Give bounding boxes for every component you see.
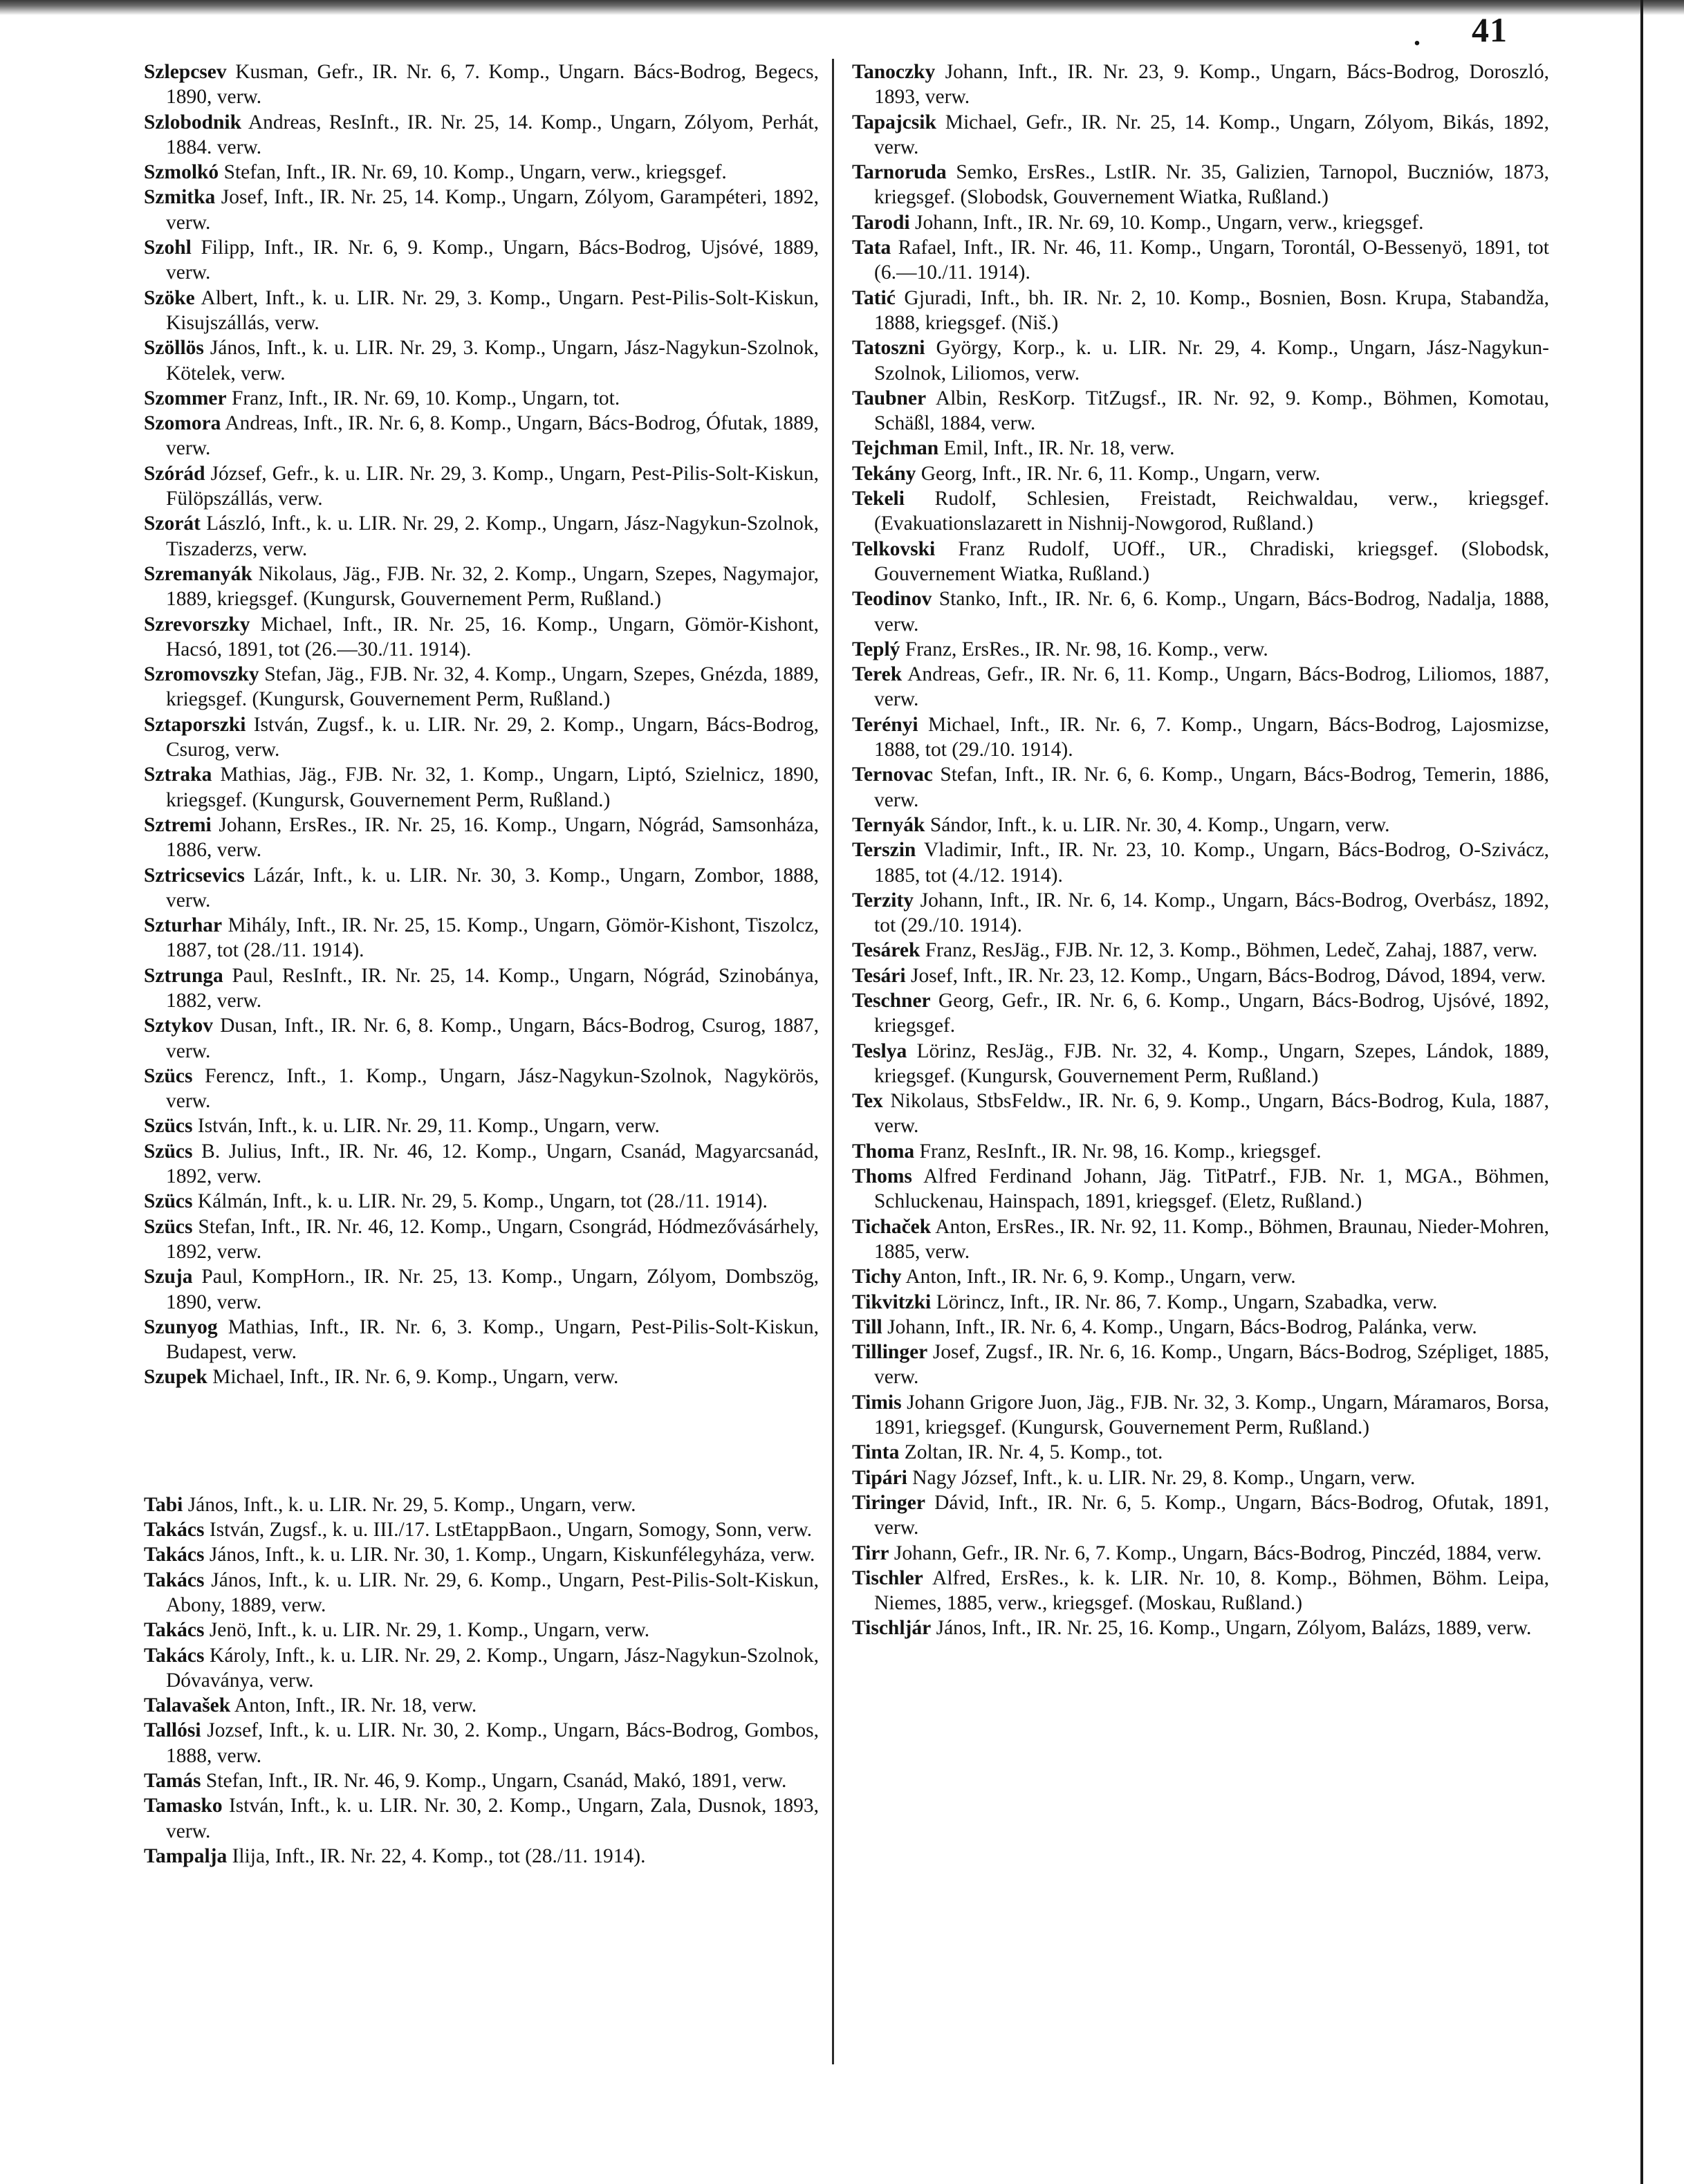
entry-details: Lörinz, ResJäg., FJB. Nr. 32, 4. Komp., Ungarn, Szepes, Lándok, 1889, kriegsgef. (Kungursk, Gouvernement Perm, Rußland.) [874,1039,1550,1087]
entry-details: Johann, Inft., IR. Nr. 6, 4. Komp., Ungarn, Bács-Bodrog, Palánka, verw. [887,1315,1477,1338]
entry-surname: Telkovski [852,537,936,560]
entry-details: Ilija, Inft., IR. Nr. 22, 4. Komp., tot (28./11. 1914). [232,1844,646,1867]
entry-details: Gjuradi, Inft., bh. IR. Nr. 2, 10. Komp., Bosnien, Bosn. Krupa, Stabandža, 1888, kriegsgef. (Niš.) [874,286,1550,334]
entry-details: Georg, Gefr., IR. Nr. 6, 6. Komp., Ungarn, Bács-Bodrog, Ujsóvé, 1892, kriegsgef. [874,989,1549,1037]
entry-surname: Szommer [144,387,227,409]
entry-surname: Takács [144,1644,205,1667]
entry-surname: Szücs [144,1064,193,1087]
entry-surname: Szrevorszky [144,613,250,636]
entry [144,1139,819,1190]
entry [144,461,819,512]
entry [852,938,1549,963]
entry-surname: Szöllös [144,337,204,360]
entry-surname: Tekeli [852,488,905,510]
entry [852,1089,1549,1139]
entry-surname: Szücs [144,1115,193,1138]
entry-surname: Terszin [852,839,916,862]
entry-surname: Sztykov [144,1015,213,1037]
entry [852,436,1549,461]
entry-details: Franz, ErsRes., IR. Nr. 98, 16. Komp., verw. [905,638,1268,660]
entry-surname: Teplý [852,638,900,660]
entry-surname: Tinta [852,1441,900,1464]
entry [852,537,1549,587]
entry-surname: Tipári [852,1466,907,1489]
entry-details: Johann, ErsRes., IR. Nr. 25, 16. Komp., Ungarn, Nógrád, Samsonháza, 1886, verw. [166,813,820,862]
entry-surname: Tichaček [852,1215,932,1238]
entry [144,1693,819,1718]
column-divider [832,59,834,2064]
entry-surname: Thoms [852,1165,912,1188]
entry-details: Nagy József, Inft., k. u. LIR. Nr. 29, 8. Komp., Ungarn, verw. [912,1466,1416,1489]
entry [144,1793,819,1844]
entry-details: Rafael, Inft., IR. Nr. 46, 11. Komp., Ungarn, Torontál, O-Bessenyö, 1891, tot (6.—10./11. 1914). [874,237,1550,284]
entry-details: Stefan, Inft., IR. Nr. 46, 12. Komp., Ungarn, Csongrád, Hódmezővásárhely, 1892, verw. [166,1215,819,1263]
entry [144,1542,819,1567]
entry [144,1013,819,1064]
entry-surname: Szromovszky [144,663,259,686]
entry [144,185,819,235]
entry-details: B. Julius, Inft., IR. Nr. 46, 12. Komp., Ungarn, Csanád, Magyarcsanád, 1892, verw. [166,1140,819,1188]
entry-surname: Tesári [852,964,906,987]
entry [852,1315,1549,1340]
entry [144,662,819,712]
entry [852,59,1549,110]
entry [852,1290,1549,1315]
entry [852,888,1549,938]
entry-details: Stefan, Jäg., FJB. Nr. 32, 4. Komp., Ungarn, Szepes, Gnézda, 1889, kriegsgef. (Kungursk, Gouvernement Perm, Rußland.) [166,663,819,711]
entry-surname: Sztricsevics [144,864,245,887]
entry [852,1214,1549,1265]
entry [852,386,1549,436]
entry-details: István, Inft., k. u. LIR. Nr. 29, 11. Komp., Ungarn, verw. [197,1115,660,1138]
entry [852,1465,1549,1490]
entry-details: Mathias, Inft., IR. Nr. 6, 3. Komp., Ungarn, Pest-Pilis-Solt-Kiskun, Budapest, verw. [166,1315,820,1364]
entry-surname: Tischler [852,1566,923,1589]
entry-surname: Tichy [852,1266,902,1288]
entry-surname: Terek [852,663,903,686]
entry-surname: Tarnoruda [852,161,947,184]
entry-details: János, Inft., k. u. LIR. Nr. 29, 3. Komp., Ungarn, Jász-Nagykun-Szolnok, Kötelek, verw. [166,337,819,385]
entry [852,1139,1549,1164]
entry-details: Andreas, ResInft., IR. Nr. 25, 14. Komp., Ungarn, Zólyom, Perhát, 1884. verw. [166,111,820,158]
entry-surname: Takács [144,1568,205,1591]
entry [144,386,819,411]
entry-details: Johann, Gefr., IR. Nr. 6, 7. Komp., Ungarn, Bács-Bodrog, Pinczéd, 1884, verw. [894,1542,1542,1564]
entry-surname: Tekány [852,462,916,485]
entry [852,712,1549,763]
entry-details: Ferencz, Inft., 1. Komp., Ungarn, Jász-Nagykun-Szolnok, Nagykörös, verw. [166,1064,819,1113]
entry-details: Franz, ResInft., IR. Nr. 98, 16. Komp., kriegsgef. [919,1140,1322,1163]
entry-surname: Tatoszni [852,337,925,360]
entry [144,1517,819,1542]
entry-surname: Teschner [852,989,931,1012]
entry-details: Andreas, Inft., IR. Nr. 6, 8. Komp., Ungarn, Bács-Bodrog, Ófutak, 1889, verw. [166,412,819,460]
entry-details: Mihály, Inft., IR. Nr. 25, 15. Komp., Ungarn, Gömör-Kishont, Tiszolcz, 1887, tot (28./11. 1914). [166,914,820,962]
entry [144,1113,819,1138]
entries-t-section [144,1492,819,1869]
entry-surname: Takács [144,1619,205,1642]
entry-surname: Tanoczky [852,61,936,83]
entry-details: István, Zugsf., k. u. III./17. LstEtappBaon., Ungarn, Somogy, Sonn, verw. [209,1519,813,1542]
entry-surname: Tillinger [852,1341,928,1364]
entry-details: Josef, Zugsf., IR. Nr. 6, 16. Komp., Ungarn, Bács-Bodrog, Szépliget, 1885, verw. [874,1341,1549,1389]
entry-details: János, Inft., k. u. LIR. Nr. 29, 5. Komp., Ungarn, verw. [187,1493,636,1516]
entry [144,712,819,763]
entry-details: Rudolf, Schlesien, Freistadt, Reichwaldau, verw., kriegsgef. (Evakuationslazarett in Nishnij-Nowgorod, Rußland.) [874,488,1549,535]
right-column [852,59,1549,1641]
entry-details: Paul, ResInft., IR. Nr. 25, 14. Komp., Ungarn, Nógrád, Szinobánya, 1882, verw. [166,964,819,1012]
entry-details: Stefan, Inft., IR. Nr. 6, 6. Komp., Ungarn, Bács-Bodrog, Temerin, 1886, verw. [874,764,1549,811]
entry-surname: Tischljár [852,1617,932,1640]
entry-surname: Tamás [144,1770,201,1792]
page-number-dot: . [1414,20,1421,51]
entry-surname: Szmitka [144,186,216,209]
entry-surname: Szupek [144,1366,207,1389]
entry [144,511,819,562]
entry [852,160,1549,210]
entry-details: Alfred, ErsRes., k. k. LIR. Nr. 10, 8. Komp., Böhmen, Böhm. Leipa, Niemes, 1885, verw., kriegsgef. (Moskau, Rußland.) [874,1566,1550,1615]
entry-surname: Sztremi [144,813,212,836]
entry-details: Michael, Inft., IR. Nr. 6, 7. Komp., Ungarn, Bács-Bodrog, Lajosmizse, 1888, tot (29./10. 1914). [874,713,1549,761]
entry-details: Franz, Inft., IR. Nr. 69, 10. Komp., Ungarn, tot. [231,387,620,409]
entry-details: Josef, Inft., IR. Nr. 25, 14. Komp., Ungarn, Zólyom, Garampéteri, 1892, verw. [166,186,819,234]
entry [852,1039,1549,1089]
entry-details: János, Inft., k. u. LIR. Nr. 29, 6. Komp., Ungarn, Pest-Pilis-Solt-Kiskun, Abony, 1889, verw. [166,1568,820,1616]
entry [852,210,1549,235]
entry [144,1264,819,1315]
entry-surname: Sztaporszki [144,713,246,736]
entry-surname: Tatić [852,286,896,309]
entry-details: Albin, ResKorp. TitZugsf., IR. Nr. 92, 9. Komp., Böhmen, Komotau, Schäßl, 1884, verw. [874,387,1550,435]
entry-details: Mathias, Jäg., FJB. Nr. 32, 1. Komp., Ungarn, Liptó, Szielnicz, 1890, kriegsgef. (Kungursk, Gouvernement Perm, Rußland.) [166,764,819,811]
entry-surname: Taubner [852,387,927,409]
entry [144,160,819,185]
entry-details: Georg, Inft., IR. Nr. 6, 11. Komp., Ungarn, verw. [920,462,1321,485]
left-column [144,59,819,1869]
entry [852,1541,1549,1566]
entry [852,963,1549,988]
entry-surname: Tampalja [144,1844,228,1867]
entry-surname: Szücs [144,1190,193,1213]
entry-surname: Tabi [144,1493,183,1516]
section-gap [144,1390,819,1492]
entry-details: Andreas, Gefr., IR. Nr. 6, 11. Komp., Ungarn, Bács-Bodrog, Liliomos, 1887, verw. [874,663,1549,711]
entry-surname: Ternyák [852,813,925,836]
entry-surname: Sztrunga [144,964,223,987]
entry-details: Károly, Inft., k. u. LIR. Nr. 29, 2. Komp., Ungarn, Jász-Nagykun-Szolnok, Dóvaványa, verw. [166,1644,819,1692]
entry-details: Anton, Inft., IR. Nr. 18, verw. [234,1694,477,1717]
entry [852,1340,1549,1390]
entry [852,1164,1549,1214]
entry [852,813,1549,837]
entry-details: Kusman, Gefr., IR. Nr. 6, 7. Komp., Ungarn. Bács-Bodrog, Begecs, 1890, verw. [166,61,819,109]
entry-details: Nikolaus, Jäg., FJB. Nr. 32, 2. Komp., Ungarn, Szepes, Nagymajor, 1889, kriegsgef. (Kungursk, Gouvernement Perm, Rußland.) [166,562,820,611]
entry [144,335,819,386]
page-edge-rule [1640,0,1643,2184]
entry-surname: Szuja [144,1266,193,1288]
entry [852,486,1549,537]
entry-surname: Timis [852,1391,902,1414]
entry-details: Johann Grigore Juon, Jäg., FJB. Nr. 32, 3. Komp., Ungarn, Máramaros, Borsa, 1891, kriegsgef. (Kungursk, Gouvernement Perm, Rußland.) [874,1391,1550,1439]
entry [852,637,1549,662]
entry-surname: Szlobodnik [144,111,242,133]
entry [144,1064,819,1114]
entry-surname: Tarodi [852,211,910,234]
entry-details: Vladimir, Inft., IR. Nr. 23, 10. Komp., Ungarn, Bács-Bodrog, O-Szivácz, 1885, tot (4./12. 1914). [874,839,1549,887]
entry [852,1490,1549,1541]
entry [852,1390,1549,1441]
entry-details: Michael, Inft., IR. Nr. 6, 9. Komp., Ungarn, verw. [212,1366,619,1389]
entry [852,762,1549,813]
entry [144,1768,819,1793]
entry-details: Dávid, Inft., IR. Nr. 6, 5. Komp., Ungarn, Bács-Bodrog, Ofutak, 1891, verw. [874,1491,1549,1539]
entry-surname: Till [852,1315,882,1338]
entry [144,235,819,286]
entry [852,461,1549,486]
entry-details: Johann, Inft., IR. Nr. 6, 14. Komp., Ungarn, Bács-Bodrog, Overbász, 1892, tot (29./10. 1914). [874,889,1550,937]
entry [144,963,819,1014]
entry-details: Nikolaus, StbsFeldw., IR. Nr. 6, 9. Komp., Ungarn, Bács-Bodrog, Kula, 1887, verw. [874,1090,1550,1138]
entry-surname: Tex [852,1090,883,1113]
entry-surname: Takács [144,1544,205,1566]
entry-surname: Teslya [852,1039,907,1062]
entry-details: Anton, Inft., IR. Nr. 6, 9. Komp., Ungarn, verw. [905,1266,1296,1288]
entry-surname: Szlepcsev [144,61,227,83]
entry [144,1492,819,1517]
entry-details: Anton, ErsRes., IR. Nr. 92, 11. Komp., Böhmen, Braunau, Nieder-Mohren, 1885, verw. [874,1215,1550,1263]
entry-details: István, Inft., k. u. LIR. Nr. 30, 2. Komp., Ungarn, Zala, Dusnok, 1893, verw. [166,1795,819,1842]
entry-details: Michael, Inft., IR. Nr. 25, 16. Komp., Ungarn, Gömör-Kishont, Hacsó, 1891, tot (26.—30./11. 1914). [166,613,819,660]
entry-surname: Szücs [144,1215,193,1238]
entry-surname: Talavašek [144,1694,231,1717]
entry-details: Stanko, Inft., IR. Nr. 6, 6. Komp., Ungarn, Bács-Bodrog, Nadalja, 1888, verw. [874,588,1549,636]
entry-surname: Terzity [852,889,914,911]
entry-surname: Szórád [144,462,205,485]
entry [852,1566,1549,1616]
entry-details: Johann, Inft., IR. Nr. 69, 10. Komp., Ungarn, verw., kriegsgef. [915,211,1424,234]
entry [852,110,1549,160]
entry [852,1440,1549,1465]
entry [144,1315,819,1365]
entry-details: Emil, Inft., IR. Nr. 18, verw. [943,437,1175,460]
entry-details: Stefan, Inft., IR. Nr. 69, 10. Komp., Ungarn, verw., kriegsgef. [223,161,727,184]
entry [144,1364,819,1389]
entry-details: Franz, ResJäg., FJB. Nr. 12, 3. Komp., Böhmen, Ledeč, Zahaj, 1887, verw. [925,939,1538,962]
entry-details: Franz Rudolf, UOff., UR., Chradiski, kriegsgef. (Slobodsk, Gouvernement Wiatka, Rußland.) [874,537,1550,585]
entry [852,286,1549,336]
entry-details: Josef, Inft., IR. Nr. 23, 12. Komp., Ungarn, Bács-Bodrog, Dávod, 1894, verw. [910,964,1546,987]
entry-surname: Szmolkó [144,161,219,184]
entry [852,586,1549,637]
entry-details: László, Inft., k. u. LIR. Nr. 29, 2. Komp., Ungarn, Jász-Nagykun-Szolnok, Tiszaderzs, verw. [166,512,820,560]
entry-surname: Ternovac [852,764,933,786]
entry-details: Kálmán, Inft., k. u. LIR. Nr. 29, 5. Komp., Ungarn, tot (28./11. 1914). [197,1190,768,1213]
entry-surname: Szomora [144,412,221,435]
entry [144,411,819,461]
entry-details: Jozsef, Inft., k. u. LIR. Nr. 30, 2. Komp., Ungarn, Bács-Bodrog, Gombos, 1888, verw. [166,1719,820,1767]
entry-details: Sándor, Inft., k. u. LIR. Nr. 30, 4. Komp., Ungarn, verw. [929,813,1390,836]
entry [144,1618,819,1642]
entry [144,762,819,813]
entry-details: György, Korp., k. u. LIR. Nr. 29, 4. Komp., Ungarn, Jász-Nagykun-Szolnok, Liliomos, verw. [874,337,1549,385]
entry-details: Michael, Gefr., IR. Nr. 25, 14. Komp., Ungarn, Zólyom, Bikás, 1892, verw. [874,111,1550,158]
entry-surname: Teodinov [852,588,932,611]
entry [144,562,819,612]
entry-details: János, Inft., IR. Nr. 25, 16. Komp., Ungarn, Zólyom, Balázs, 1889, verw. [936,1617,1532,1640]
entry-surname: Szturhar [144,914,223,937]
entry [852,1616,1549,1640]
entry [144,813,819,863]
entry-details: Stefan, Inft., IR. Nr. 46, 9. Komp., Ungarn, Csanád, Makó, 1891, verw. [205,1770,787,1792]
entry-details: József, Gefr., k. u. LIR. Nr. 29, 3. Komp., Ungarn, Pest-Pilis-Solt-Kiskun, Fülöpszállás, verw. [166,462,820,510]
entry-details: Johann, Inft., IR. Nr. 23, 9. Komp., Ungarn, Bács-Bodrog, Doroszló, 1893, verw. [874,61,1550,109]
entry [144,1568,819,1618]
entry-surname: Sztraka [144,764,212,786]
entry-details: János, Inft., k. u. LIR. Nr. 30, 1. Komp., Ungarn, Kiskunfélegyháza, verw. [209,1544,815,1566]
entry-details: Albert, Inft., k. u. LIR. Nr. 29, 3. Komp., Ungarn. Pest-Pilis-Solt-Kiskun, Kisujszállás, verw. [166,286,820,334]
entry [852,1264,1549,1289]
entry-surname: Szöke [144,286,195,309]
entry [852,235,1549,286]
entry [144,110,819,160]
entry [852,837,1549,888]
entry-surname: Szücs [144,1140,193,1163]
entry [144,286,819,336]
entry-details: Paul, KompHorn., IR. Nr. 25, 13. Komp., Ungarn, Zólyom, Dombszög, 1890, verw. [166,1266,820,1313]
entry-surname: Tirr [852,1542,889,1564]
entry-surname: Szorát [144,512,201,535]
entry-surname: Tamasko [144,1795,223,1817]
entry [852,988,1549,1039]
entry-surname: Tapajcsik [852,111,936,133]
entry-surname: Tesárek [852,939,920,962]
entry [144,1643,819,1694]
entry-details: Dusan, Inft., IR. Nr. 6, 8. Komp., Ungarn, Bács-Bodrog, Csurog, 1887, verw. [166,1015,819,1062]
entry-details: Lázár, Inft., k. u. LIR. Nr. 30, 3. Komp., Ungarn, Zombor, 1888, verw. [166,864,820,911]
entry-surname: Tiringer [852,1491,925,1514]
entry-surname: Szremanyák [144,562,252,585]
entry-details: Jenö, Inft., k. u. LIR. Nr. 29, 1. Komp., Ungarn, verw. [209,1619,650,1642]
entry [852,335,1549,386]
entry-surname: Takács [144,1519,205,1542]
entry [144,59,819,110]
entry-details: Zoltan, IR. Nr. 4, 5. Komp., tot. [904,1441,1163,1464]
entry-surname: Tallósi [144,1719,201,1742]
entries-sz-section [144,59,819,1390]
entry-details: Alfred Ferdinand Johann, Jäg. TitPatrf., FJB. Nr. 1, MGA., Böhmen, Schluckenau, Hainspach, 1891, kriegsgef. (Eletz, Rußland.) [874,1165,1549,1213]
entry-surname: Szohl [144,237,192,259]
entry [144,1214,819,1265]
entry-surname: Tikvitzki [852,1290,932,1313]
entry [144,612,819,663]
entry-details: Lörincz, Inft., IR. Nr. 86, 7. Komp., Ungarn, Szabadka, verw. [936,1290,1438,1313]
entry-details: Semko, ErsRes., LstIR. Nr. 35, Galizien, Tarnopol, Buczniów, 1873, kriegsgef. (Slobodsk, Gouvernement Wiatka, Rußland.) [874,161,1549,209]
entry-surname: Tejchman [852,437,939,460]
entry-surname: Tata [852,237,891,259]
entry [144,1844,819,1869]
entry [144,863,819,914]
entry-surname: Thoma [852,1140,915,1163]
entry [852,662,1549,712]
entry [144,913,819,963]
page-number: 41 [1472,10,1508,49]
entry-details: Filipp, Inft., IR. Nr. 6, 9. Komp., Ungarn, Bács-Bodrog, Ujsóvé, 1889, verw. [166,237,820,284]
entry [144,1718,819,1768]
entry-details: István, Zugsf., k. u. LIR. Nr. 29, 2. Komp., Ungarn, Bács-Bodrog, Csurog, verw. [166,713,819,761]
entry-surname: Szunyog [144,1315,218,1338]
entry [144,1189,819,1214]
entry-surname: Terényi [852,713,918,736]
